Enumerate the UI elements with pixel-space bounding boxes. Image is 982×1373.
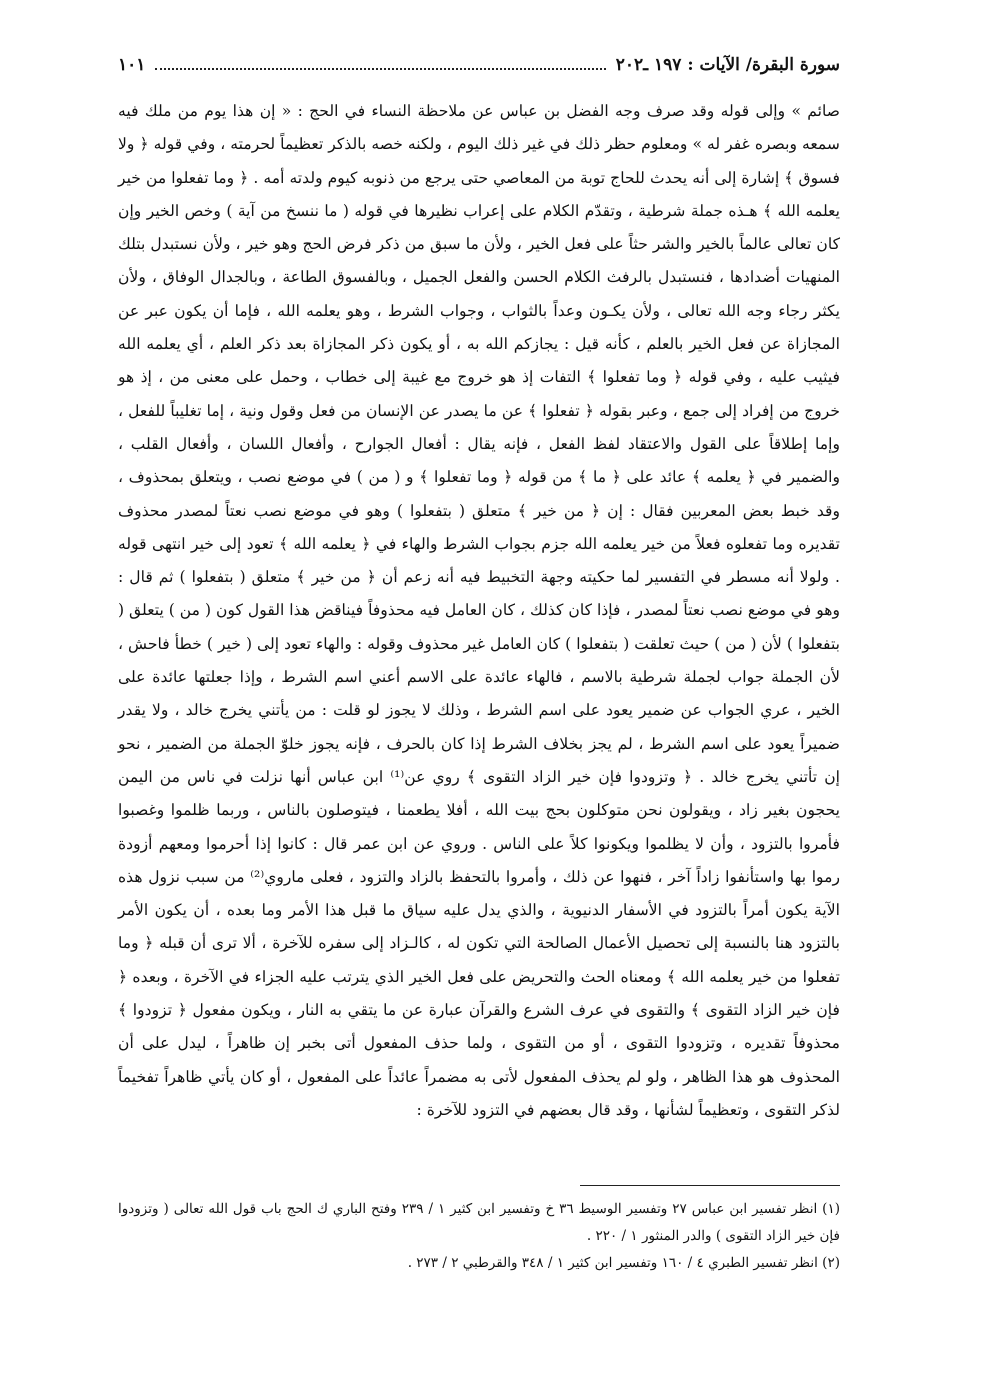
header-dot-leader xyxy=(155,68,605,70)
header-title: سورة البقرة/ الآيات : ١٩٧ ـ٢٠٢ xyxy=(615,55,840,75)
footnotes-section xyxy=(118,1185,840,1277)
body-paragraph: صائم » وإلى قوله وقد صرف وجه الفضل بن عباس عن ملاحظة النساء في الحج : « إن هذا يوم من ملك فيه سمعه وبصره غفر له » ومعلوم حظر ذلك في غير ذلك اليوم ، ولكنه خصه بالذكر تعظيماً لحرمته ، وفي قوله ﴿ ولا فسوق ﴾ إشارة إلى أنه يحدث للحاج توبة من المعاصي حتى يرجع من ذنوبه كيوم ولدته أمه . ﴿ وما تفعلوا من خير يعلمه الله ﴾ هـذه جملة شرطية ، وتقدّم الكلام على إعراب نظيرها في قوله ( ما ننسخ من آية ) وخص الخير وإن كان تعالى عالماً بالخير والشر حثاً على فعل الخير ، ولأن ما سبق من ذكر فرض الحج وهو خير ، ولأن نستبدل بتلك المنهيات أضدادها ، فنستبدل بالرفث الكلام الحسن والفعل الجميل ، وبالفسوق الطاعة ، وبالجدال الوفاق ، ولأن يكثر رجاء وجه الله تعالى ، ولأن يكـون وعداً بالثواب ، وجواب الشرط ، وهو يعلمه الله ، فإما أن يكون عبر عن المجازاة عن فعل الخير بالعلم ، كأنه قيل : يجازكم الله به ، أو يكون ذكر المجازاة بعد ذكر العلم ، أي يعلمه الله فيثيب عليه ، وفي قوله ﴿ وما تفعلوا ﴾ التفات إذ هو خروج مع غيبة إلى خطاب ، وحمل على معنى من ، إذ هو خروج من إفراد إلى جمع ، وعبر بقوله ﴿ تفعلوا ﴾ عن ما يصدر عن الإنسان من فعل وقول ونية ، إما تغليباً للفعل ، وإما إطلاقاً على القول والاعتقاد لفظ الفعل ، فإنه يقال : أفعال الجوارح ، وأفعال اللسان ، وأفعال القلب ، والضمير في ﴿ يعلمه ﴾ عائد على ﴿ ما ﴾ من قوله ﴿ وما تفعلوا ﴾ و ( من ) في موضع نصب ، ويتعلق بمحذوف ، وقد خبط بعض المعربين فقال : إن ﴿ من خير ﴾ متعلق ( بتفعلوا ) وهو في موضع نصب نعتاً لمصدر محذوف تقديره وما تفعلوه فعلاً من خير يعلمه الله جزم بجواب الشرط والهاء في ﴿ يعلمه الله ﴾ تعود إلى خير انتهى قوله . ولولا أنه مسطر في التفسير لما حكيته وجهة التخبيط فيه أنه زعم أن ﴿ من خير ﴾ متعلق ( بتفعلوا ) ثم قال : وهو في موضع نصب نعتاً لمصدر ، فإذا كان كذلك ، كان العامل فيه محذوفاً فيناقض هذا القول كون ( من ) يتعلق ( بتفعلوا ) لأن ( من ) حيث تعلقت ( بتفعلوا ) كان العامل غير محذوف وقوله : والهاء تعود إلى ( خير ) خطأ فاحش ، لأن الجملة جواب لجملة شرطية بالاسم ، فالهاء عائدة على الاسم أعني اسم الشرط ، وإذا جعلتها عائدة على الخير ، عري الجواب عن ضمير يعود على اسم الشرط ، وذلك لا يجوز لو قلت : من يأتني يخرج خالد ، ولا يقدر ضميراً يعود على اسم الشرط ، لم يجز بخلاف الشرط إذا كان بالحرف ، فإنه يجوز خلوّ الجملة من الضمير ، نحو إن تأتني يخرج خالد . ﴿ وتزودوا فإن خير الزاد التقوى ﴾ روي عن⁽¹⁾ ابن عباس أنها نزلت في ناس من اليمن يحجون بغير زاد ، ويقولون نحن متوكلون بحج بيت الله ، أفلا يطعمنا ، فيتوصلون بالناس ، وربما ظلموا وغصبوا فأمروا بالتزود ، وأن لا يظلموا ويكونوا كلاً على الناس . وروي عن ابن عمر قال : كانوا إذا أحرموا ومعهم أزودة رموا بها واستأنفوا زاداً آخر ، فنهوا عن ذلك ، وأمروا بالتحفظ بالزاد والتزود ، فعلى ماروي⁽²⁾ من سبب نزول هذه الآية يكون أمراً بالتزود في الأسفار الدنيوية ، والذي يدل عليه سياق ما قبل هذا الأمر وما بعده ، أن يكون الأمر بالتزود هنا بالنسبة إلى تحصيل الأعمال الصالحة التي تكون له ، كالـزاد إلى سفره للآخرة ، ألا ترى أن قبله ﴿ وما تفعلوا من خير يعلمه الله ﴾ ومعناه الحث والتحريض على فعل الخير الذي يترتب عليه الجزاء في الآخرة ، وبعده ﴿ فإن خير الزاد التقوى ﴾ والتقوى في عرف الشرع والقرآن عبارة عن ما يتقي به النار ، ويكون مفعول ﴿ تزودوا ﴾ محذوفاً تقديره ، وتزودوا التقوى ، أو من التقوى ، ولما حذف المفعول أتى بخبر إن ظاهراً ، ليدل على أن المحذوف هو هذا الظاهر ، ولو لم يحذف المفعول لأتى به مضمراً عائداً على المفعول ، أو كان يأتي ظاهراً تفخيماً لذكر التقوى ، وتعظيماً لشأنها ، وقد قال بعضهم في التزود للآخرة : xyxy=(118,102,841,1119)
footnote-2: (٢) انظر تفسير الطبري ٤ / ١٦٠ وتفسير ابن كثير ١ / ٣٤٨ والقرطبي ٢ / ٢٧٣ . xyxy=(407,1255,840,1271)
page-content xyxy=(118,55,840,1127)
running-header xyxy=(118,55,840,83)
main-text xyxy=(118,95,840,1127)
footnote-1: (١) انظر تفسير ابن عباس ٢٧ وتفسير الوسيط ٣٦ خ وتفسير ابن كثير ١ / ٢٣٩ وفتح الباري ك الحج باب قول الله تعالى ( وتزودوا فإن خير الزاد التقوى ) والدر المنثور ١ / ٢٢٠ . xyxy=(118,1201,840,1244)
footnote-separator xyxy=(580,1185,840,1186)
page-number: ١٠١ xyxy=(118,55,146,75)
